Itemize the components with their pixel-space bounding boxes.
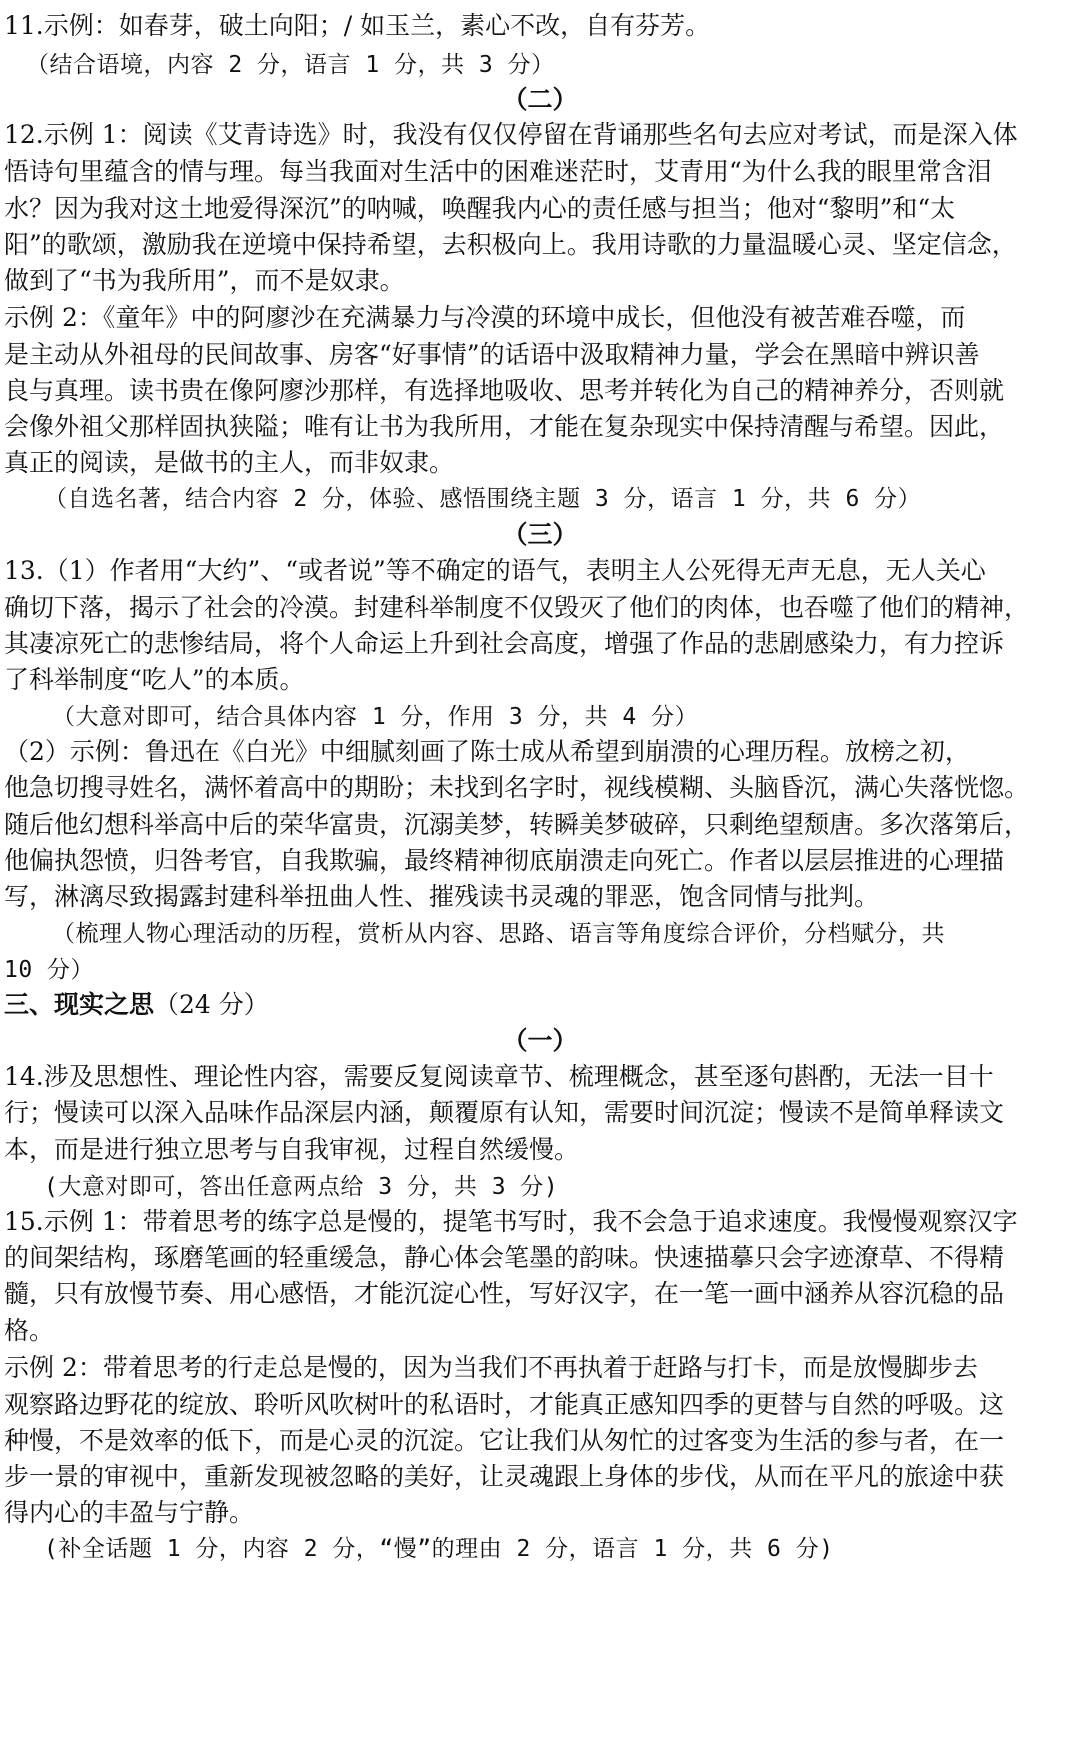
q12-line: 良与真理。读书贵在像阿廖沙那样，有选择地吸收、思考并转化为自己的精神养分，否则就: [4, 376, 1005, 405]
q13-part2-line: （2）示例：鲁迅在《白光》中细腻刻画了陈士成从希望到崩溃的心理历程。放榜之初，: [4, 737, 970, 766]
q13-part2-scoring-note-cont: 10 分）: [4, 957, 95, 983]
q11-scoring-note: （结合语境，内容 2 分，语言 1 分，共 3 分）: [26, 52, 555, 78]
q12-line: 悟诗句里蕴含的情与理。每当我面对生活中的困难迷茫时，艾青用“为什么我的眼里常含泪: [4, 157, 992, 186]
q13-part1-line: 其凄凉死亡的悲惨结局，将个人命运上升到社会高度，增强了作品的悲剧感染力，有力控诉: [4, 629, 1005, 658]
q15-line: 观察路边野花的绽放、聆听风吹树叶的私语时，才能真正感知四季的更替与自然的呼吸。这: [4, 1390, 1005, 1419]
q15-scoring-note: (补全话题 1 分，内容 2 分，“慢”的理由 2 分，语言 1 分，共 6 分): [44, 1536, 834, 1562]
q15-line: 示例 2：带着思考的行走总是慢的，因为当我们不再执着于赶路与打卡，而是放慢脚步去: [4, 1353, 978, 1382]
q12-line: 阳”的歌颂，激励我在逆境中保持希望，去积极向上。我用诗歌的力量温暖心灵、坚定信念，: [4, 230, 1017, 259]
q14-line: 行；慢读可以深入品味作品深层内涵，颠覆原有认知，需要时间沉淀；慢读不是简单释读文: [4, 1098, 1005, 1127]
q15-line: 得内心的丰盈与宁静。: [4, 1498, 255, 1527]
q13-part2-line: 写，淋漓尽致揭露封建科举扭曲人性、摧残读书灵魂的罪恶，饱含同情与批判。: [4, 882, 880, 911]
q12-scoring-note: （自选名著，结合内容 2 分，体验、感悟围绕主题 3 分，语言 1 分，共 6 分）: [44, 486, 922, 512]
part3-title: 三、现实之思: [4, 990, 155, 1019]
q15-line: 的间架结构，琢磨笔画的轻重缓急，静心体会笔墨的韵味。快速描摹只会字迹潦草、不得精: [4, 1243, 1005, 1272]
q12-line: 真正的阅读，是做书的主人，而非奴隶。: [4, 448, 455, 477]
q12-line: 做到了“书为我所用”，而不是奴隶。: [4, 266, 405, 295]
section-heading-2: （二）: [502, 85, 578, 114]
part3-points: （24 分）: [154, 990, 269, 1019]
q15-line: 格。: [4, 1316, 55, 1345]
q15-line: 髓，只有放慢节奏、用心感悟，才能沉淀心性，写好汉字，在一笔一画中涵养从容沉稳的品: [4, 1279, 1005, 1308]
q13-part2-scoring-note: （梳理人物心理活动的历程，赏析从内容、思路、语言等角度综合评价，分档赋分，共: [52, 921, 945, 947]
q14-line: 14.涉及思想性、理论性内容，需要反复阅读章节、梳理概念，甚至逐句斟酌，无法一目十: [4, 1062, 994, 1091]
q13-part1-line: 13.（1）作者用“大约”、“或者说”等不确定的语气，表明主人公死得无声无息，无人关心: [4, 556, 986, 585]
section-heading-1: （一）: [502, 1026, 578, 1055]
q12-line: 会像外祖父那样固执狭隘；唯有让书为我所用，才能在复杂现实中保持清醒与希望。因此，: [4, 412, 1005, 441]
q14-scoring-note: (大意对即可，答出任意两点给 3 分，共 3 分): [44, 1174, 559, 1200]
q12-line: 水？因为我对这土地爱得深沉”的呐喊，唤醒我内心的责任感与担当；他对“黎明”和“太: [4, 194, 956, 223]
q13-part1-line: 了科举制度“吃人”的本质。: [4, 665, 305, 694]
q13-part1-scoring-note: （大意对即可，结合具体内容 1 分，作用 3 分，共 4 分）: [52, 704, 699, 730]
q15-line: 种慢，不是效率的低下，而是心灵的沉淀。它让我们从匆忙的过客变为生活的参与者，在一: [4, 1426, 1005, 1455]
q13-part2-line: 随后他幻想科举高中后的荣华富贵，沉溺美梦，转瞬美梦破碎，只剩绝望颓唐。多次落第后，: [4, 810, 1030, 839]
q12-line: 示例 2：《童年》中的阿廖沙在充满暴力与冷漠的环境中成长，但他没有被苦难吞噬，而: [4, 303, 966, 332]
q13-part1-line: 确切下落，揭示了社会的冷漠。封建科举制度不仅毁灭了他们的肉体，也吞噬了他们的精神，: [4, 593, 1030, 622]
q15-line: 步一景的审视中，重新发现被忽略的美好，让灵魂跟上身体的步伐，从而在平凡的旅途中获: [4, 1462, 1005, 1491]
q12-line: 12.示例 1：阅读《艾青诗选》时，我没有仅仅停留在背诵那些名句去应对考试，而是深入体: [4, 120, 1018, 149]
q13-part2-line: 他急切搜寻姓名，满怀着高中的期盼；未找到名字时，视线模糊、头脑昏沉，满心失落恍惚。: [4, 773, 1030, 802]
q15-line: 15.示例 1：带着思考的练字总是慢的，提笔书写时，我不会急于追求速度。我慢慢观察汉字: [4, 1207, 1018, 1236]
section-heading-3: （三）: [502, 520, 578, 549]
q12-line: 是主动从外祖母的民间故事、房客“好事情”的话语中汲取精神力量，学会在黑暗中辨识善: [4, 340, 980, 369]
part3-heading: [4, 985, 1072, 1025]
q13-part2-line: 他偏执怨愤，归咎考官，自我欺骗，最终精神彻底崩溃走向死亡。作者以层层推进的心理描: [4, 846, 1005, 875]
q14-line: 本，而是进行独立思考与自我审视，过程自然缓慢。: [4, 1135, 580, 1164]
q11-answer: 11.示例：如春芽，破土向阳；/ 如玉兰，素心不改，自有芬芳。: [4, 11, 711, 40]
